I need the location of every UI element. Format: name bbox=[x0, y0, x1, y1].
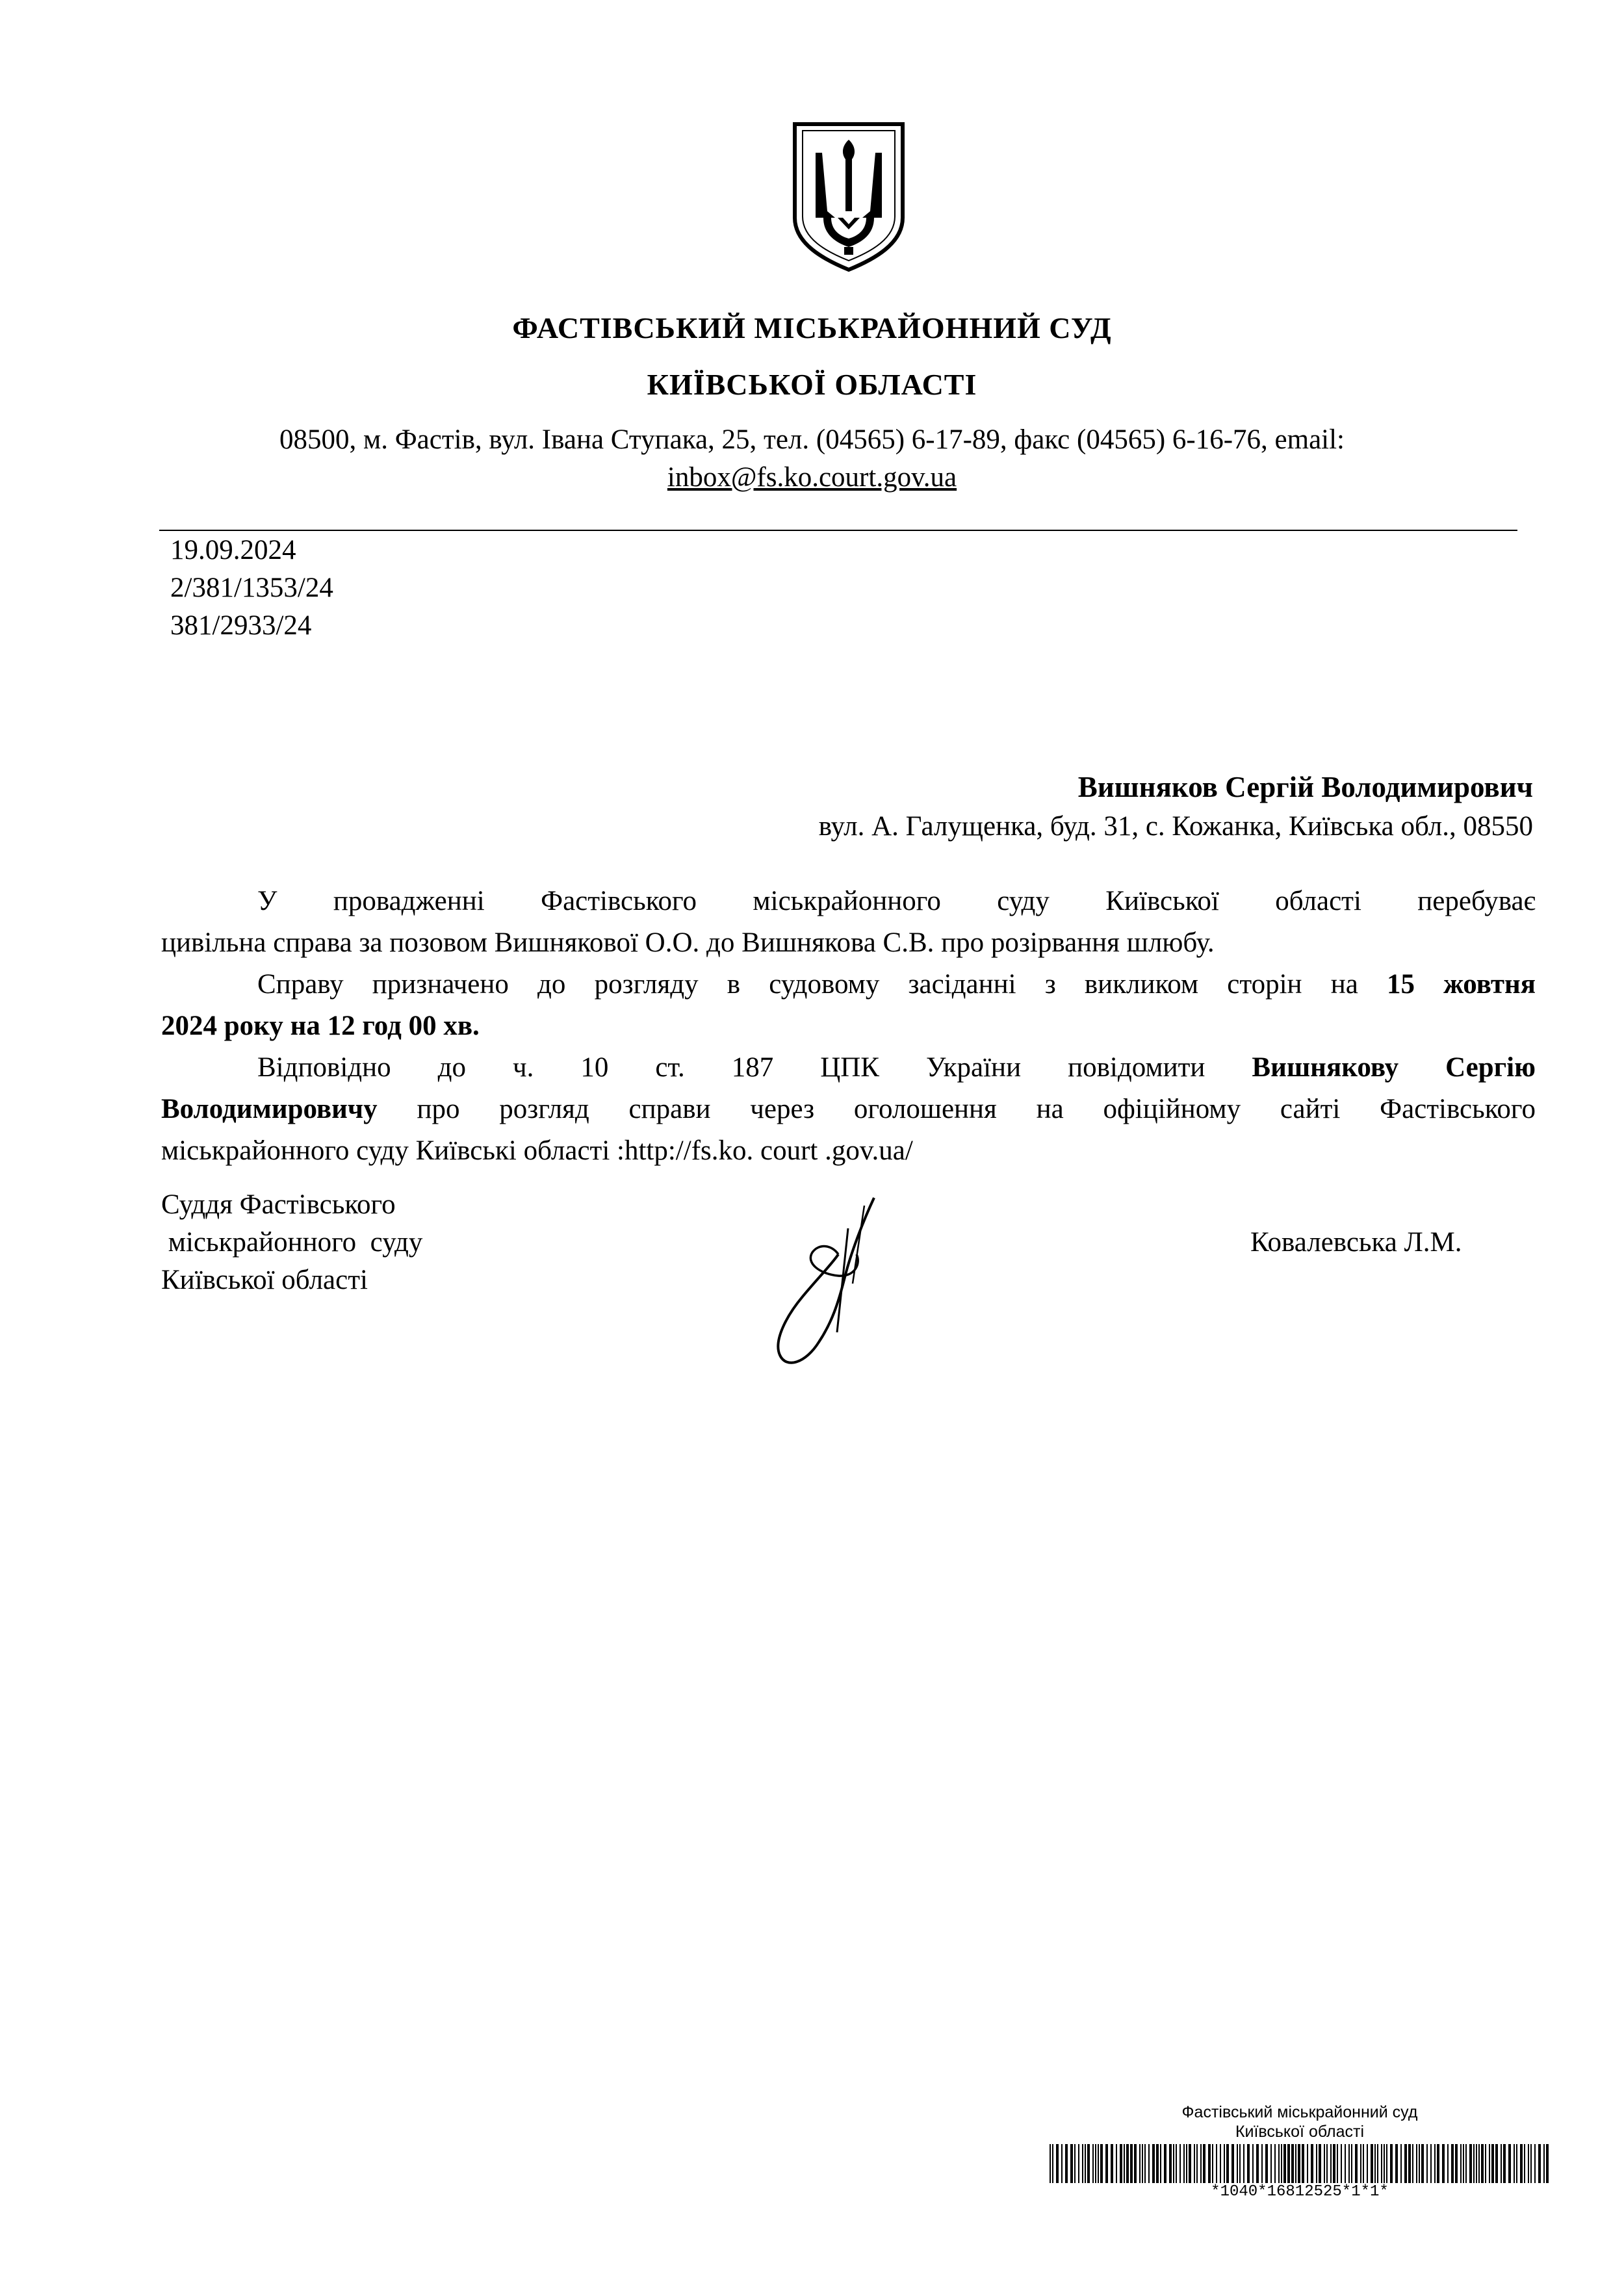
judge-title-line-2: міськрайонного суду bbox=[161, 1227, 423, 1258]
paragraph-1-line-2: цивільна справа за позовом Вишнякової О.О. до Вишнякова С.В. про розірвання шлюбу. bbox=[161, 927, 1215, 958]
barcode-icon bbox=[1050, 2144, 1550, 2183]
judge-title-line-3: Київської області bbox=[161, 1265, 368, 1295]
paragraph-2-line-1 bbox=[161, 964, 1536, 1005]
paragraph-3-line-1 bbox=[161, 1047, 1536, 1089]
doc-date: 19.09.2024 bbox=[170, 535, 296, 565]
stamp-court-name: Фастівський міськрайонний суд bbox=[1181, 2103, 1418, 2121]
barcode-text: *1040*16812525*1*1* bbox=[1211, 2183, 1389, 2201]
addressee-name: Вишняков Сергій Володимирович bbox=[1077, 771, 1533, 803]
hearing-date: 15 жовтня bbox=[1386, 969, 1536, 1000]
hearing-time: 2024 року на 12 год 00 хв. bbox=[161, 1011, 480, 1041]
judge-title bbox=[161, 1186, 422, 1299]
court-email: inbox@fs.ko.court.gov.ua bbox=[667, 462, 957, 493]
court-name: ФАСТІВСЬКИЙ МІСЬКРАЙОННИЙ СУД bbox=[512, 311, 1112, 344]
court-stamp bbox=[1040, 2102, 1560, 2201]
court-region: КИЇВСЬКОЇ ОБЛАСТІ bbox=[647, 368, 977, 401]
notified-person-2: Володимировичу bbox=[161, 1094, 378, 1124]
registration-number: 381/2933/24 bbox=[170, 610, 312, 641]
paragraph-2-line-2 bbox=[161, 1005, 1536, 1047]
judge-title-line-1: Суддя Фастівського bbox=[161, 1189, 396, 1220]
case-number: 2/381/1353/24 bbox=[170, 573, 333, 603]
paragraph-3-line-2 bbox=[161, 1089, 1536, 1130]
court-email-line bbox=[0, 461, 1624, 493]
paragraph-3-text-1: Відповідно до ч. 10 ст. 187 ЦПК України повідомити bbox=[257, 1052, 1205, 1083]
paragraph-3-line-3: міськрайонного суду Київські області :http://fs.ko. court .gov.ua/ bbox=[161, 1135, 913, 1166]
judge-name: Ковалевська Л.М. bbox=[1250, 1227, 1462, 1258]
paragraph-1-line-1: У провадженні Фастівського міськрайонного суду Київської області перебуває bbox=[257, 886, 1536, 916]
paragraph-2-text: Справу призначено до розгляду в судовому засіданні з викликом сторін на bbox=[257, 969, 1358, 1000]
header-divider bbox=[159, 530, 1517, 531]
ukraine-trident-icon bbox=[790, 120, 908, 273]
notified-person-1: Вишнякову Сергію bbox=[1252, 1052, 1536, 1083]
paragraph-3-text-2: про розгляд справи через оголошення на офіційному сайті Фастівського bbox=[417, 1094, 1536, 1124]
court-address: 08500, м. Фастів, вул. Івана Ступака, 25, тел. (04565) 6-17-89, факс (04565) 6-16-76, email: bbox=[279, 424, 1345, 455]
handwritten-signature bbox=[741, 1193, 890, 1368]
addressee-address: вул. А. Галущенка, буд. 31, с. Кожанка, Київська обл., 08550 bbox=[818, 811, 1533, 842]
stamp-court-region: Київської області bbox=[1235, 2123, 1365, 2141]
